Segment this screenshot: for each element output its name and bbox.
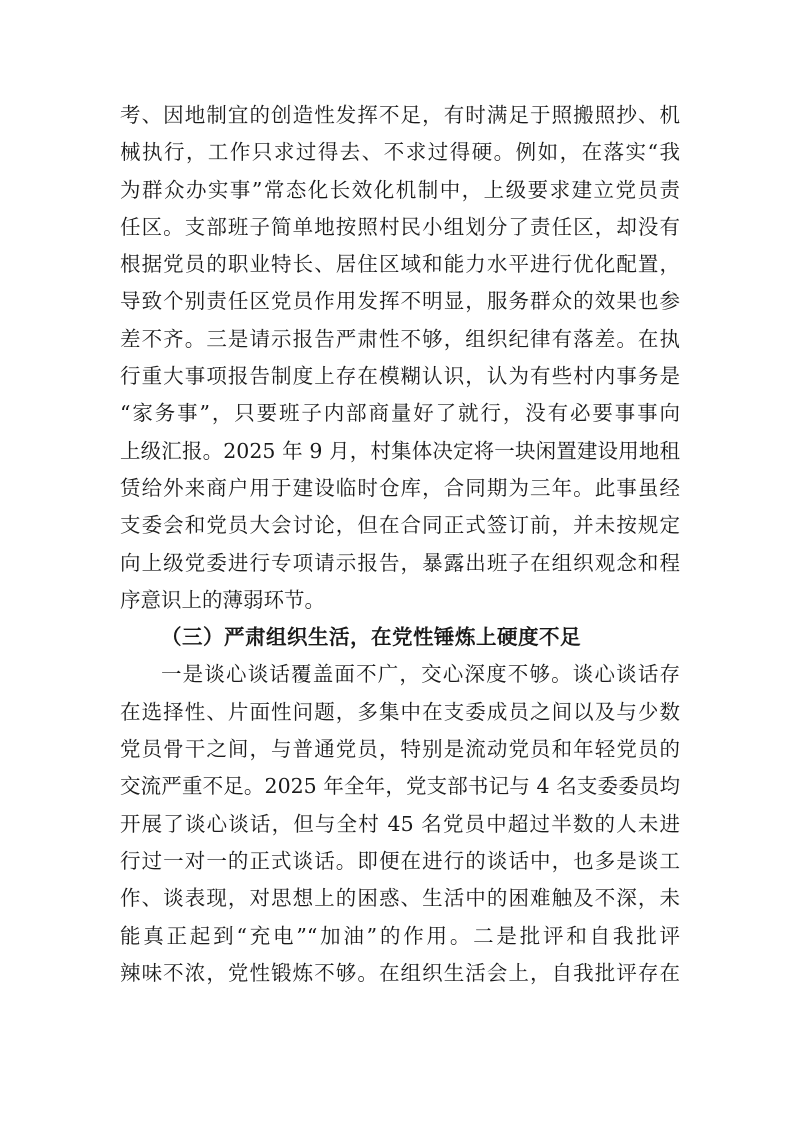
body-line: 辣味不浓，党性锻炼不够。在组织生活会上，自我批评存在 [120,960,680,985]
body-line: 行过一对一的正式谈话。即便在进行的谈话中，也多是谈工 [120,848,680,873]
body-line: 上级汇报。2025 年 9 月，村集体决定将一块闲置建设用地租 [120,438,680,463]
body-line: 交流严重不足。2025 年全年，党支部书记与 4 名支委委员均 [120,774,680,799]
body-line: 械执行，工作只求过得去、不求过得硬。例如，在落实“我 [120,140,680,165]
body-line: 导致个别责任区党员作用发挥不明显，服务群众的效果也参 [120,289,680,314]
paragraph-first-line: 一是谈心谈话覆盖面不广，交心深度不够。谈心谈话存 [161,662,680,687]
body-line: 党员骨干之间，与普通党员，特别是流动党员和年轻党员的 [120,737,680,762]
document-body [120,97,680,992]
body-line: 为群众办实事”常态化长效化机制中，上级要求建立党员责 [120,177,680,202]
body-line: 赁给外来商户用于建设临时仓库，合同期为三年。此事虽经 [120,475,680,500]
body-line: 作、谈表现，对思想上的困惑、生活中的困难触及不深，未 [120,886,680,911]
body-line: 任区。支部班子简单地按照村民小组划分了责任区，却没有 [120,214,680,239]
body-line: 支委会和党员大会讨论，但在合同正式签订前，并未按规定 [120,513,680,538]
body-line: 行重大事项报告制度上存在模糊认识，认为有些村内事务是 [120,364,680,389]
body-line: 考、因地制宜的创造性发挥不足，有时满足于照搬照抄、机 [120,103,680,127]
body-line: 开展了谈心谈话，但与全村 45 名党员中超过半数的人未进 [120,811,680,836]
body-line: “家务事”，只要班子内部商量好了就行，没有必要事事向 [120,401,680,426]
body-line: 根据党员的职业特长、居住区域和能力水平进行优化配置， [120,252,680,277]
body-line: 序意识上的薄弱环节。 [120,587,325,612]
section-heading: （三）严肃组织生活，在党性锤炼上硬度不足 [161,625,581,650]
body-line: 在选择性、片面性问题，多集中在支委成员之间以及与少数 [120,699,680,724]
body-line: 向上级党委进行专项请示报告，暴露出班子在组织观念和程 [120,550,680,575]
body-line: 差不齐。三是请示报告严肃性不够，组织纪律有落差。在执 [120,326,680,351]
body-line: 能真正起到“充电”“加油”的作用。二是批评和自我批评 [120,923,680,948]
